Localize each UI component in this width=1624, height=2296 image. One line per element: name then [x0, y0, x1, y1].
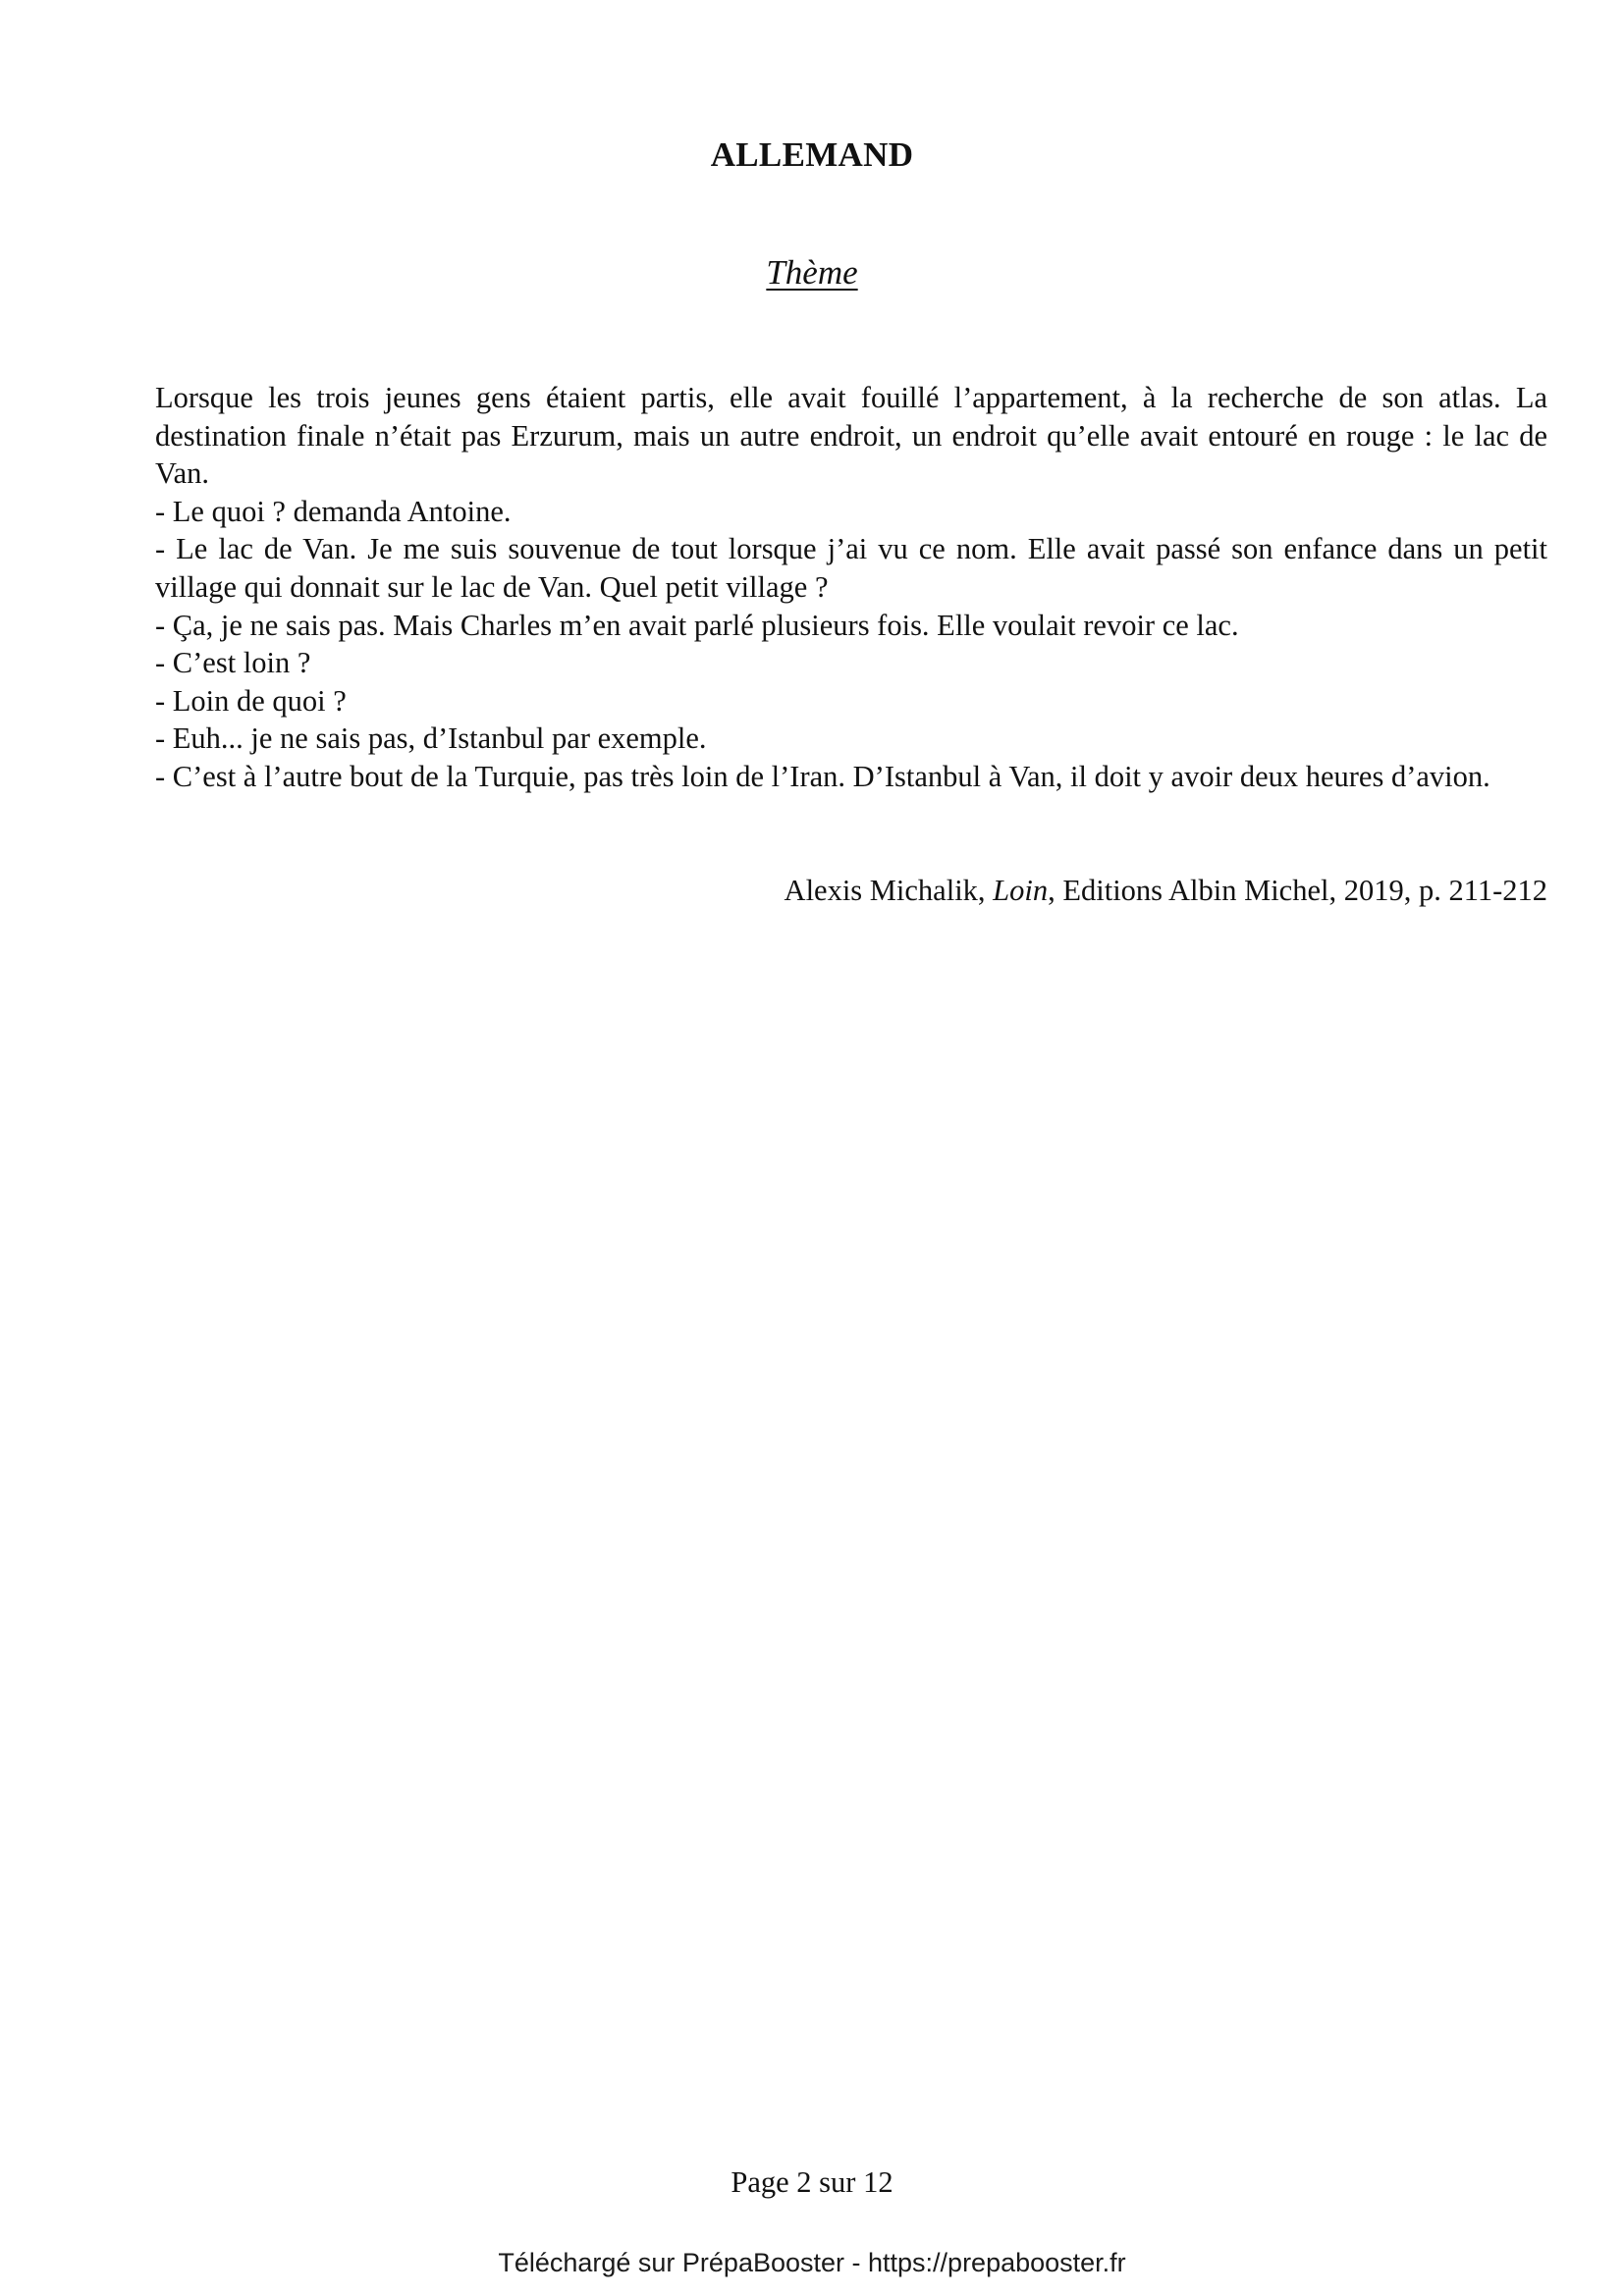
paragraph: - C’est loin ?: [155, 646, 311, 680]
citation: [785, 872, 1547, 909]
footer-note: Téléchargé sur PrépaBooster - https://prepabooster.fr: [498, 2248, 1126, 2277]
paragraph: Lorsque les trois jeunes gens étaient partis, elle avait fouillé l’appartement, à la recherche de son atlas. La destination finale n’était pas Erzurum, mais un autre endroit, un endroit qu’elle avait entouré en rouge : le lac de Van.: [155, 381, 1547, 491]
passage-text: [155, 379, 1547, 796]
paragraph: - Le lac de Van. Je me suis souvenue de tout lorsque j’ai vu ce nom. Elle avait passé son enfance dans un petit village qui donnait sur le lac de Van. Quel petit village ?: [155, 532, 1547, 604]
paragraph: - Le quoi ? demanda Antoine.: [155, 494, 512, 528]
paragraph: - Loin de quoi ?: [155, 683, 347, 718]
paragraph: - Ça, je ne sais pas. Mais Charles m’en avait parlé plusieurs fois. Elle voulait revoir ce lac.: [155, 608, 1239, 642]
section-title: Thème: [766, 253, 858, 292]
page-title: ALLEMAND: [710, 135, 914, 174]
citation-work: Loin: [993, 874, 1049, 907]
paragraph: - C’est à l’autre bout de la Turquie, pas très loin de l’Iran. D’Istanbul à Van, il doit y avoir deux heures d’avion.: [155, 759, 1490, 793]
citation-author: Alexis Michalik,: [784, 874, 994, 907]
citation-details: , Editions Albin Michel, 2019, p. 211-212: [1048, 874, 1547, 907]
paragraph: - Euh... je ne sais pas, d’Istanbul par exemple.: [155, 721, 707, 756]
page-number: Page 2 sur 12: [731, 2165, 893, 2199]
